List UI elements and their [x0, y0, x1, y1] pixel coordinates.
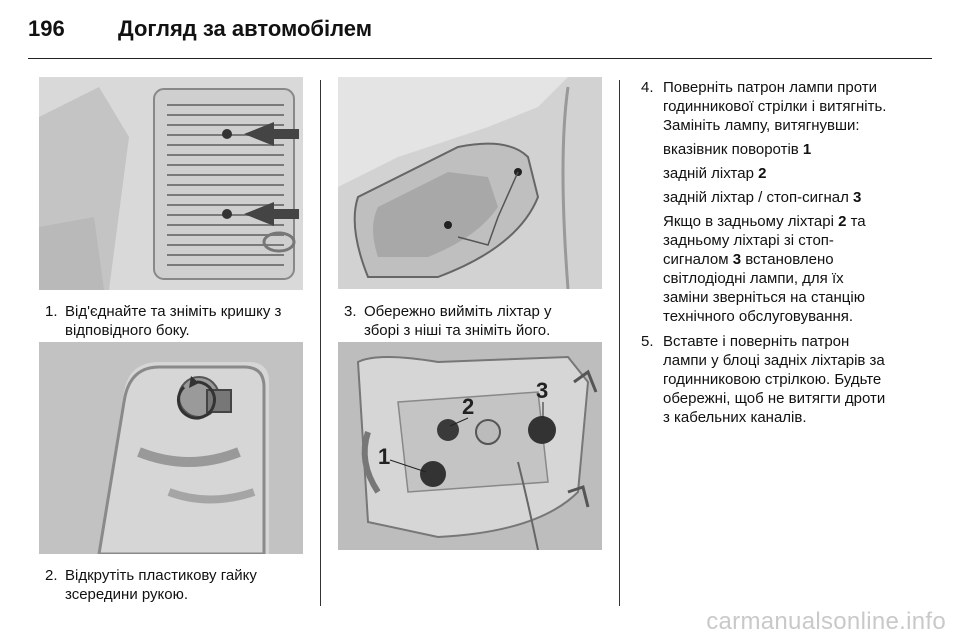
step-text-line: відповідного боку.: [65, 322, 190, 339]
step-number: 5.: [641, 333, 654, 350]
page-header: [28, 16, 372, 46]
led-note: Якщо в задньому ліхтарі 2 та задньому ліхтарі зі стоп- сигналом 3 встановлено світлодіодні лампи, для їх заміни зверніться на станцію технічного обслуговування.: [663, 213, 866, 325]
step-text-line: обережні, щоб не витягти дроти: [663, 390, 886, 407]
page-number: 196: [28, 16, 65, 41]
step-number: 2.: [45, 567, 58, 584]
step-text-line: годинниковою стрілкою. Будьте: [663, 371, 882, 388]
figure-tail-light-removal: [338, 77, 602, 289]
step-text-line: зборі з ніші та зніміть його.: [364, 322, 551, 339]
header-rule: [28, 58, 932, 59]
bulb-list: [641, 140, 901, 207]
figure-plastic-nut: [39, 342, 303, 554]
bulb-list-item: задній ліхтар 2: [663, 165, 767, 182]
callout-label-3: 3: [536, 378, 549, 403]
callout-label-1: 1: [378, 444, 391, 469]
step-text-line: лампи у блоці задніх ліхтарів за: [663, 352, 885, 369]
bulb-list-item: задній ліхтар / стоп-сигнал 3: [663, 189, 862, 206]
figure-side-cover: [39, 77, 303, 290]
step-text-line: Замініть лампу, витягнувши:: [663, 117, 860, 134]
callout-label-2: 2: [462, 394, 475, 419]
step-text-line: з кабельних каналів.: [663, 409, 807, 426]
step-text-line: Обережно вийміть ліхтар у: [364, 303, 552, 320]
step-text-line: Вставте і поверніть патрон: [663, 333, 850, 350]
step-text-line: зсередини рукою.: [65, 586, 189, 603]
column-divider-left: [320, 80, 321, 606]
step-4: [641, 78, 901, 135]
step-number: 3.: [344, 303, 357, 320]
step-text-line: Від'єднайте та зніміть кришку з: [65, 303, 282, 320]
watermark: carmanualsonline.info: [706, 608, 946, 635]
bulb-list-item: вказівник поворотів 1: [663, 141, 812, 158]
step-number: 4.: [641, 79, 654, 96]
step-number: 1.: [45, 303, 58, 320]
column-divider-right: [619, 80, 620, 606]
step-text-line: Відкрутіть пластикову гайку: [65, 567, 257, 584]
chapter-title: Догляд за автомобілем: [118, 16, 373, 41]
step-text-line: Поверніть патрон лампи проти: [663, 79, 878, 96]
step-5: [641, 332, 901, 427]
figure-bulb-holders: [338, 342, 602, 550]
instructions-column-3: [641, 78, 901, 429]
step-text-line: годинникової стрілки і витягніть.: [663, 98, 887, 115]
